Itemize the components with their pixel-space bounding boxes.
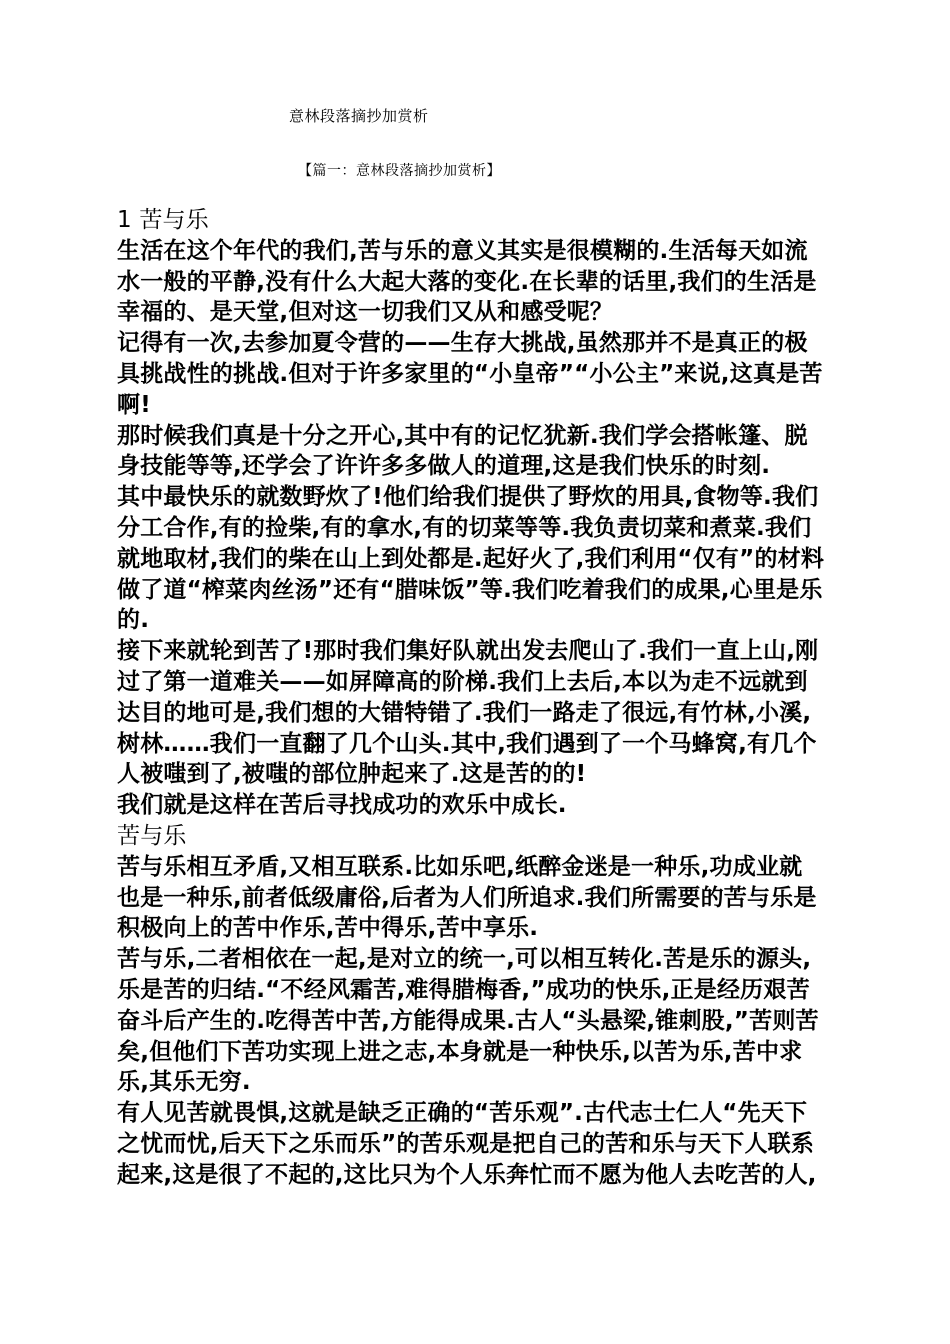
text-line: 也是一种乐,前者低级庸俗,后者为人们所追求.我们所需要的苦与乐是 (117, 884, 817, 911)
text-line: 水一般的平静,没有什么大起大落的变化.在长辈的话里,我们的生活是 (117, 268, 817, 295)
text-line: 树林……我们一直翻了几个山头.其中,我们遇到了一个马蜂窝,有几个 (117, 730, 817, 757)
text-line: 接下来就轮到苦了!那时我们集好队就出发去爬山了.我们一直上山,刚 (117, 638, 819, 665)
text-line: 啊! (117, 391, 151, 418)
text-line: 矣,但他们下苦功实现上进之志,本身就是一种快乐,以苦为乐,苦中求 (117, 1038, 803, 1065)
text-line: 具挑战性的挑战.但对于许多家里的“小皇帝”“小公主”来说,这真是苦 (117, 360, 823, 387)
text-line: 有人见苦就畏惧,这就是缺乏正确的“苦乐观”.古代志士仁人“先天下 (117, 1100, 808, 1127)
text-line: 我们就是这样在苦后寻找成功的欢乐中成长. (117, 792, 567, 819)
text-line: 其中最快乐的就数野炊了!他们给我们提供了野炊的用具,食物等.我们 (117, 484, 819, 511)
text-line: 奋斗后产生的.吃得苦中苦,方能得成果.古人“头悬梁,锥刺股,”苦则苦 (117, 1007, 819, 1034)
text-line: 记得有一次,去参加夏令营的——生存大挑战,虽然那并不是真正的极 (117, 330, 808, 357)
text-line: 过了第一道难关——如屏障高的阶梯.我们上去后,本以为走不远就到 (117, 668, 808, 695)
text-line: 乐,其乐无穷. (117, 1069, 251, 1096)
text-line: 苦与乐,二者相依在一起,是对立的统一,可以相互转化.苦是乐的源头, (117, 946, 812, 973)
text-line: 起来,这是很了不起的,这比只为个人乐奔忙而不愿为他人去吃苦的人, (117, 1161, 817, 1188)
text-line: 积极向上的苦中作乐,苦中得乐,苦中享乐. (117, 915, 539, 942)
text-line: 那时候我们真是十分之开心,其中有的记忆犹新.我们学会搭帐篷、脱 (117, 422, 808, 449)
document-title: 意林段落摘抄加赏析 (289, 107, 429, 125)
text-line: 达目的地可是,我们想的大错特错了.我们一路走了很远,有竹林,小溪, (117, 699, 812, 726)
text-line: 就地取材,我们的柴在山上到处都是.起好火了,我们利用“仅有”的材料 (117, 545, 825, 572)
text-line: 苦与乐相互矛盾,又相互联系.比如乐吧,纸醉金迷是一种乐,功成业就 (117, 853, 803, 880)
text-line: 乐是苦的归结.“不经风霜苦,难得腊梅香,”成功的快乐,正是经历艰苦 (117, 976, 810, 1003)
text-line: 生活在这个年代的我们,苦与乐的意义其实是很模糊的.生活每天如流 (117, 237, 808, 264)
text-line: 之忧而忧,后天下之乐而乐”的苦乐观是把自己的苦和乐与天下人联系 (117, 1130, 815, 1157)
document-body (117, 205, 837, 1191)
text-line: 幸福的、是天堂,但对这一切我们又从和感受呢？ (117, 299, 614, 326)
text-line: 人被嗤到了,被嗤的部位肿起来了.这是苦的的! (117, 761, 587, 788)
heading-line: 苦与乐 (117, 822, 187, 849)
text-line: 做了道“榨菜肉丝汤”还有“腊味饭”等.我们吃着我们的成果,心里是乐 (117, 576, 823, 603)
section-title: 【篇一：意林段落摘抄加赏析】 (298, 163, 501, 179)
heading-line: 1 苦与乐 (117, 207, 209, 233)
text-line: 的. (117, 607, 150, 634)
text-line: 身技能等等,还学会了许许多多做人的道理,这是我们快乐的时刻. (117, 453, 771, 480)
text-line: 分工合作,有的捡柴,有的拿水,有的切菜等等.我负责切菜和煮菜.我们 (117, 514, 812, 541)
